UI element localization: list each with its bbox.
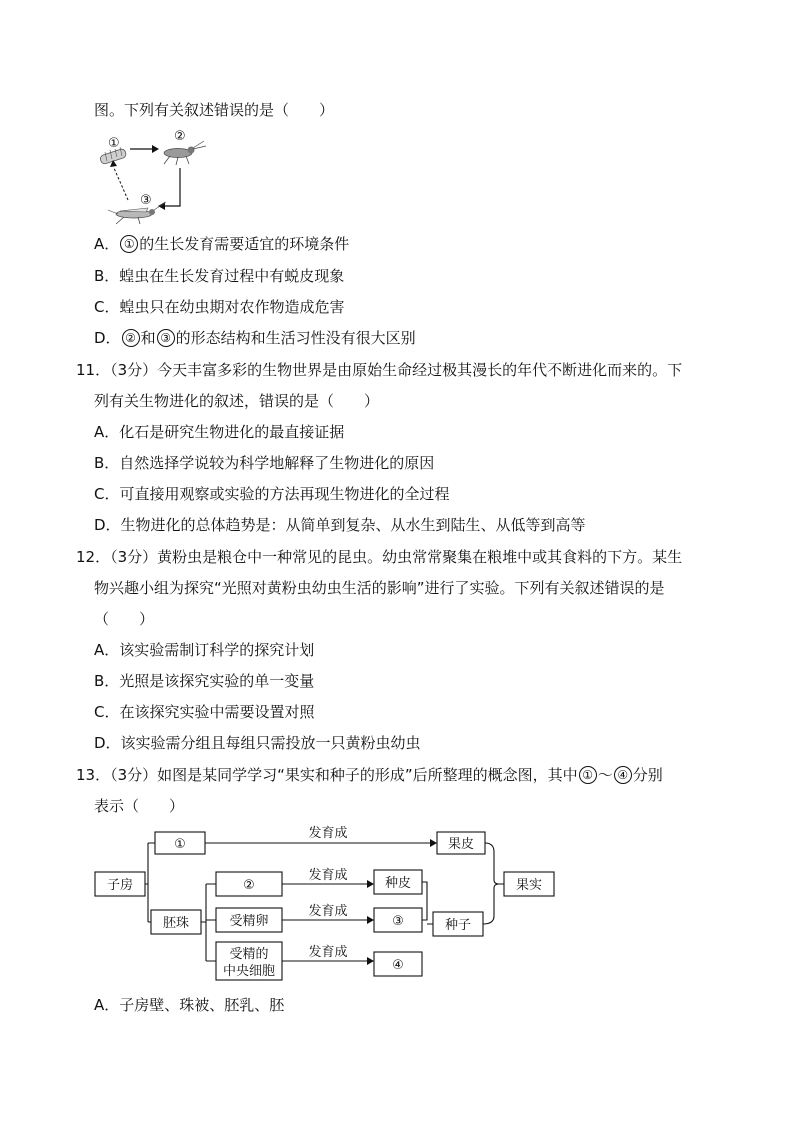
q12-stem-line1: 12．（3分）黄粉虫是粮仓中一种常见的昆虫。幼虫常常聚集在粮堆中或其食料的下方。某生 — [76, 548, 683, 566]
q10-option-d: D． ② 和 ③ 的形态结构和生活习性没有很大区别 — [94, 329, 416, 347]
stage-3-label: ③ — [140, 193, 152, 208]
adult-locust-icon — [108, 202, 166, 224]
circled-number: ② — [122, 329, 140, 347]
q12-option-d: D．该实验需分组且每组只需投放一只黄粉虫幼虫 — [94, 734, 421, 752]
option-letter: C． — [94, 298, 120, 316]
q10-option-c: C．蝗虫只在幼虫期对农作物造成危害 — [94, 298, 345, 316]
central-cell-label-1: 受精的 — [229, 947, 269, 962]
circled-number: ③ — [157, 329, 175, 347]
develops-into-label-2: 发育成 — [308, 868, 348, 883]
q11-option-d: D．生物进化的总体趋势是：从简单到复杂、从水生到陆生、从低等到高等 — [94, 516, 586, 534]
ovule-label: 胚珠 — [162, 916, 190, 931]
q10-option-b: B．蝗虫在生长发育过程中有蜕皮现象 — [94, 267, 345, 285]
arrow-3-to-1 — [114, 168, 128, 200]
stage-1-label: ① — [108, 136, 120, 151]
locust-life-cycle-figure — [94, 126, 219, 226]
circled-number: ① — [579, 766, 597, 784]
fruit-seed-concept-diagram — [90, 822, 560, 982]
option-letter: D． — [94, 329, 121, 347]
q12-stem-line2: 物兴趣小组为探究“光照对黄粉虫幼虫生活的影响”进行了实验。下列有关叙述错误的是 — [94, 579, 665, 597]
q13-option-a: A．子房壁、珠被、胚乳、胚 — [94, 996, 285, 1014]
box-3-label: ③ — [392, 914, 404, 929]
seed-label: 种子 — [444, 918, 472, 933]
q10-option-a: A． ① 的生长发育需要适宜的环境条件 — [94, 235, 350, 253]
box-2-label: ② — [243, 878, 255, 893]
q11-option-a: A．化石是研究生物进化的最直接证据 — [94, 423, 345, 441]
q11-option-b: B．自然选择学说较为科学地解释了生物进化的原因 — [94, 454, 435, 472]
fruit-label: 果实 — [515, 878, 543, 893]
q11-stem-line1: 11．（3分）今天丰富多彩的生物世界是由原始生命经过极其漫长的年代不断进化而来的。下 — [76, 361, 683, 379]
seed-coat-label: 种皮 — [384, 876, 412, 891]
develops-into-label-1: 发育成 — [308, 826, 348, 841]
circled-number: ④ — [614, 766, 632, 784]
circled-number: ① — [120, 235, 138, 253]
q10-stem: 图。下列有关叙述错误的是（ ） — [94, 101, 335, 119]
box-4-label: ④ — [392, 958, 404, 973]
fertilized-egg-label: 受精卵 — [229, 914, 269, 929]
option-letter: A． — [94, 235, 120, 253]
q12-option-a: A．该实验需制订科学的探究计划 — [94, 641, 315, 659]
q12-option-c: C．在该探究实验中需要设置对照 — [94, 703, 315, 721]
arrow-2-to-3 — [164, 168, 180, 206]
q12-option-b: B．光照是该探究实验的单一变量 — [94, 672, 315, 690]
q11-option-c: C．可直接用观察或实验的方法再现生物进化的全过程 — [94, 485, 450, 503]
nymph-icon — [164, 141, 206, 165]
q13-stem-line2: 表示（ ） — [94, 797, 185, 815]
develops-into-label-4: 发育成 — [308, 945, 348, 960]
q12-stem-line3: （ ） — [94, 610, 155, 628]
q11-stem-line2: 列有关生物进化的叙述，错误的是（ ） — [94, 392, 380, 410]
pericarp-label: 果皮 — [447, 837, 475, 852]
stage-2-label: ② — [174, 129, 186, 144]
develops-into-label-3: 发育成 — [308, 904, 348, 919]
central-cell-label-2: 中央细胞 — [222, 964, 276, 979]
box-1-label: ① — [174, 837, 186, 852]
option-letter: B． — [94, 267, 120, 285]
q13-stem-line1: 13．（3分）如图是某同学学习“果实和种子的形成”后所整理的概念图，其中 ① ～ ④ 分别 — [76, 766, 663, 784]
ovary-label: 子房 — [106, 878, 134, 893]
